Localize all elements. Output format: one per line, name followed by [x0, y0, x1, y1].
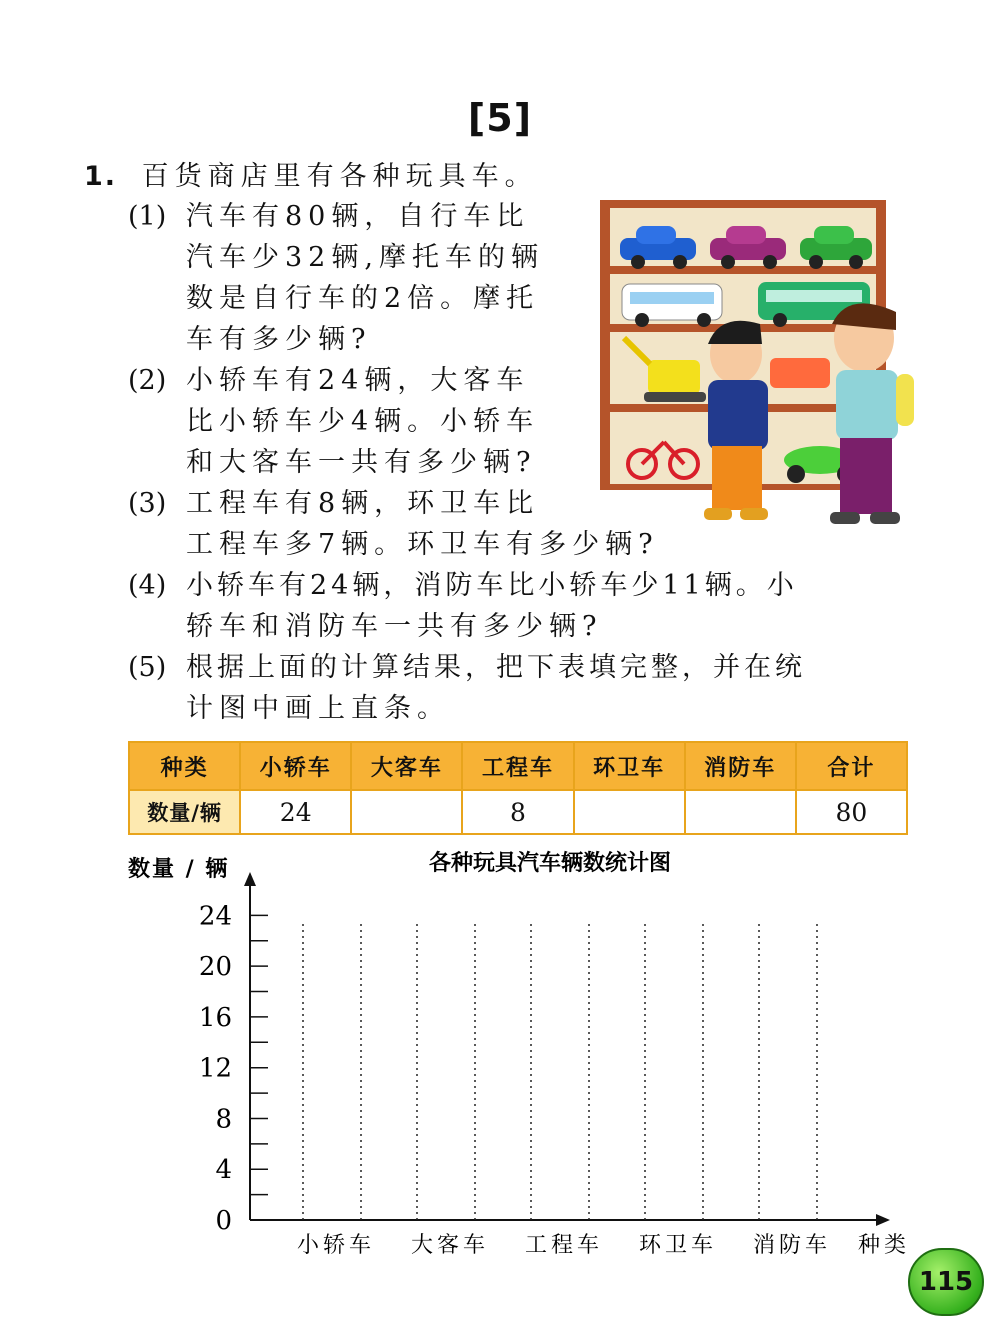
part-3-line-1: 工程车有8辆，环卫车比	[186, 488, 540, 519]
y-tick-label: 24	[198, 901, 232, 932]
part-2-line-2: 比小轿车少4辆。小轿车	[186, 406, 540, 437]
x-axis-arrow-icon	[876, 1214, 890, 1226]
x-tick-label: 工程车	[524, 1233, 604, 1258]
table-header-cell: 合计	[796, 742, 907, 790]
y-tick-label: 4	[215, 1155, 232, 1186]
page-number: 115	[908, 1248, 984, 1316]
boy-right-icon	[830, 303, 914, 524]
x-tick-label: 小轿车	[296, 1233, 376, 1258]
table-header-cell: 小轿车	[240, 742, 351, 790]
part-1-line-1: 汽车有80辆，自行车比	[186, 201, 530, 232]
part-5-label: (5)	[128, 652, 167, 683]
y-axis-arrow-icon	[244, 872, 256, 886]
table-header-row	[129, 742, 907, 790]
table-cell-sanitation[interactable]	[574, 790, 685, 834]
question-line	[84, 160, 538, 194]
part-1-line-4: 车有多少辆?	[186, 324, 372, 355]
table-header-cell: 环卫车	[574, 742, 685, 790]
boy-left-icon	[704, 321, 768, 520]
table-row	[129, 790, 907, 834]
question-number: 1.	[84, 161, 118, 192]
part-1-line-3: 数是自行车的2倍。摩托	[186, 283, 540, 314]
bar-chart	[0, 840, 1000, 1260]
x-tick-label: 消防车	[752, 1233, 832, 1258]
x-tick-label: 环卫车	[638, 1233, 718, 1258]
part-3-label: (3)	[128, 488, 167, 519]
part-4-line-1: 小轿车有24辆，消防车比小轿车少11辆。小	[186, 570, 798, 601]
table-cell-car[interactable]: 24	[240, 790, 351, 834]
chart-xlabel: 种类	[858, 1233, 911, 1258]
toy-shelf-boys-icon	[600, 194, 920, 530]
data-table	[128, 741, 908, 835]
question-intro: 百货商店里有各种玩具车。	[141, 161, 538, 192]
table-cell-total[interactable]: 80	[796, 790, 907, 834]
part-4-label: (4)	[128, 570, 167, 601]
x-tick-label: 大客车	[410, 1233, 490, 1258]
table-header-cell: 消防车	[685, 742, 796, 790]
table-header-cell: 大客车	[351, 742, 462, 790]
part-2-label: (2)	[128, 365, 167, 396]
table-cell-fire[interactable]	[685, 790, 796, 834]
toy-fire-truck-icon	[770, 358, 830, 388]
part-4-line-2: 轿车和消防车一共有多少辆?	[186, 611, 603, 642]
y-tick-label: 16	[198, 1002, 232, 1033]
part-2-line-1: 小轿车有24辆，大客车	[186, 365, 530, 396]
table-cell-bus[interactable]	[351, 790, 462, 834]
table-cell-engineering[interactable]: 8	[462, 790, 573, 834]
part-5-line-2: 计图中画上直条。	[186, 693, 450, 724]
chart-title: 各种玩具汽车辆数统计图	[428, 851, 672, 876]
part-5-line-1: 根据上面的计算结果，把下表填完整，并在统	[186, 652, 806, 683]
y-tick-label: 12	[198, 1053, 232, 1084]
y-tick-label: 8	[215, 1104, 232, 1135]
section-title: [5]	[467, 96, 533, 140]
part-1-label: (1)	[128, 201, 167, 232]
table-row-label: 数量/辆	[129, 790, 240, 834]
part-1-line-2: 汽车少32辆,摩托车的辆	[186, 242, 544, 273]
y-tick-label: 20	[198, 952, 232, 983]
chart-ylabel: 数量 / 辆	[128, 857, 230, 882]
y-tick-label: 0	[215, 1206, 232, 1236]
part-2-line-3: 和大客车一共有多少辆?	[186, 447, 537, 478]
table-header-cell: 工程车	[462, 742, 573, 790]
table-header-cell: 种类	[129, 742, 240, 790]
part-3-line-2: 工程车多7辆。环卫车有多少辆?	[186, 529, 659, 560]
